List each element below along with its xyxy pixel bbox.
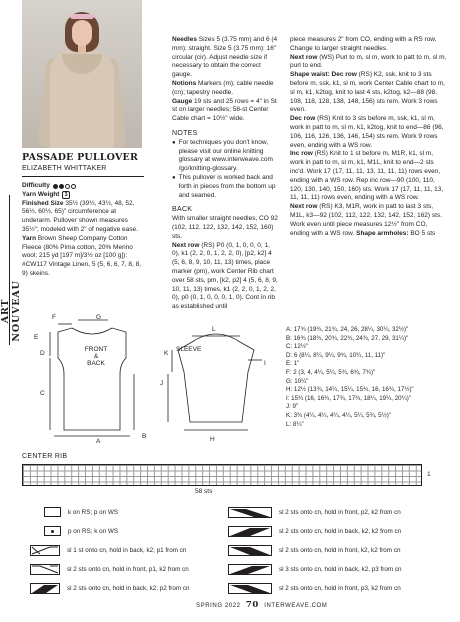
footer-site: INTERWEAVE.COM xyxy=(264,603,328,609)
next-row-text: (RS) P0 (0, 1, 0, 0, 0, 1, 0), k1 (2, 2, 0, 1, 2, 2, 0), [p2, k2] 4 (5, 6, 8, 9, 10, 11, 13) times, place marker (pm), work Center Rib chart over 58 sts, pm, [k2, p2] 4 (5, 6, 8, 9, 10, 11, 13) times, k1 (2, 2, 0, 1, 2, 2, 0), p0 (0, 1, 0, 0, 0, 1, 0). Cont in rib as established until xyxy=(172,241,278,311)
key-item xyxy=(228,507,401,518)
instruction-text: piece measures 2" from CO, ending with a RS row. Change to larger straight needles. xyxy=(290,36,437,52)
key-label: sl 2 sts onto cn, hold in back, k2, p2 from cn xyxy=(67,585,190,592)
back-next-row xyxy=(172,242,278,312)
dec-row-text: (RS) Knit to 3 sts before m, ssk, k1, sl m, work in patt to m, sl m, k1, k2tog, knit to end—86 (96, 106, 116, 126, 136, 146, 154) sts rem. Work 9 rows even, ending with a WS row. xyxy=(290,115,444,149)
shape-armholes-label: Shape armholes: xyxy=(356,229,409,237)
measurement-item: C: 12½" xyxy=(286,343,309,351)
designer-name: ELIZABETH WHITTAKER xyxy=(22,165,107,172)
gauge-text: 19 sts and 25 rows = 4" in St st on larger needles; 58-st Center Cable chart = 10½" wide. xyxy=(172,97,277,123)
finished-size-text: 35½ (39½, 43½, 48, 52, 56½, 60½, 65)" circumference at underarm. Pullover shown measures 35½"; modeled with 2" of negative ease. xyxy=(22,199,138,233)
key-label: k on RS; p on WS xyxy=(68,508,119,516)
schematics xyxy=(22,312,282,452)
note-item xyxy=(172,139,278,174)
key-item xyxy=(228,583,401,594)
gauge-label: Gauge xyxy=(172,97,193,105)
notions xyxy=(172,80,278,98)
section-tag: ART NOUVEAU xyxy=(0,280,22,342)
page-footer xyxy=(196,600,327,610)
model-photo xyxy=(22,0,142,148)
key-item xyxy=(228,545,400,556)
measurement-item: A: 17¾ (19¾, 21¾, 24, 26, 28¼, 30¼, 32½)" xyxy=(286,326,409,333)
key-label: sl 2 sts onto cn, hold in front, p2, k2 from cn xyxy=(279,509,401,516)
cable-left-purl-icon xyxy=(30,564,60,575)
difficulty-dot-icon xyxy=(71,184,76,189)
front-back-schematic xyxy=(50,320,134,436)
instruction-shape-waist xyxy=(290,71,448,115)
measurement-item: J: 9" xyxy=(286,403,299,411)
photo-flower-crown xyxy=(70,14,94,19)
key-label: sl 2 sts onto cn, hold in front, p3, k2 from cn xyxy=(279,585,401,592)
cable-left-2-2-icon xyxy=(228,545,272,556)
next-row-rs-text: (RS) K3, M1R, work in patt to last 3 sts, M1L, k3—92 (102, 112, 122, 132, 142, 152, 162) sts. Work even until piece measures 12½" from CO, ending with a WS row. xyxy=(290,203,443,237)
shape-armholes-text: BO 5 sts xyxy=(410,229,436,237)
dimension-i: I xyxy=(264,360,266,367)
finished-size xyxy=(22,200,145,235)
dimension-a: A xyxy=(96,438,101,445)
difficulty-label: Difficulty xyxy=(22,182,50,189)
center-rib-chart xyxy=(22,464,422,486)
chart-title: CENTER RIB xyxy=(22,453,68,460)
ampersand-label: & xyxy=(93,353,99,360)
instruction-inc-row xyxy=(290,150,448,203)
dimension-l: L xyxy=(212,326,216,333)
finished-size-label: Finished Size xyxy=(22,199,64,207)
yarn-label: Yarn xyxy=(22,234,37,242)
measurement-item: L: 8¼" xyxy=(286,420,304,428)
specs-block xyxy=(22,182,145,279)
key-item xyxy=(30,545,186,556)
back-heading: BACK xyxy=(172,206,193,214)
measurement-item: F: 2 (3, 4, 4¼, 5¼, 5¾, 6¾, 7¾)" xyxy=(286,368,376,376)
yarn-weight-icon: 3 xyxy=(64,192,68,199)
yarn-weight-label: Yarn Weight xyxy=(22,190,60,198)
measurement-item: G: 10¼" xyxy=(286,377,309,385)
next-row-ws-label: Next row xyxy=(290,53,318,61)
key-label: sl 2 sts onto cn, hold in back, k2, k2 from cn xyxy=(279,528,402,535)
instruction-dec-row xyxy=(290,115,448,150)
note-item xyxy=(172,174,278,200)
title-rule xyxy=(22,176,144,177)
cable-right-2-2-icon xyxy=(228,526,272,537)
notes-heading: NOTES xyxy=(172,129,198,137)
yarn-info xyxy=(22,235,145,279)
footer-season: SPRING 2022 xyxy=(196,603,241,609)
column-materials xyxy=(172,36,278,312)
yarn-weight-row xyxy=(22,191,145,200)
difficulty-dot-icon xyxy=(65,184,70,189)
difficulty-dots xyxy=(53,184,76,189)
bullet-icon: ● xyxy=(172,174,176,181)
cable-right-2-2-purl-icon xyxy=(30,583,60,594)
dimension-d: D xyxy=(40,350,45,357)
back-label: BACK xyxy=(87,360,105,367)
needles-text: Sizes 5 (3.75 mm) and 6 (4 mm): straight. Size 5 (3.75 mm): 16" circular (cir). Adjust needle size if necessary to obtain the correct gauge. xyxy=(172,36,278,79)
difficulty-dot-icon xyxy=(53,184,58,189)
dimension-b: B xyxy=(142,433,147,440)
knit-symbol-icon xyxy=(44,507,61,517)
shape-waist-label: Shape waist: Dec row xyxy=(290,71,357,79)
next-row-ws-text: (WS) Purl to m, sl m, work to patt to m, sl m, purl to end. xyxy=(290,53,447,70)
note-text: This pullover is worked back and forth in pieces from the bottom up and seamed. xyxy=(178,173,276,199)
bullet-icon: ● xyxy=(172,139,176,146)
key-item xyxy=(30,583,190,594)
difficulty-dot-icon xyxy=(59,184,64,189)
pattern-title: PASSADE PULLOVER xyxy=(22,152,139,163)
dimension-j: J xyxy=(160,380,164,387)
photo-face xyxy=(72,20,92,46)
instruction-next-row-ws xyxy=(290,54,448,72)
key-label: sl 1 st onto cn, hold in back, k2; p1 from cn xyxy=(67,547,187,554)
measurement-list xyxy=(286,326,446,429)
measurement-item: D: 6 (8¼, 8¼, 9¼, 9¾, 10¼, 11, 11)" xyxy=(286,351,386,359)
sleeve-label: SLEEVE xyxy=(176,346,202,353)
measurement-item: E: 1" xyxy=(286,360,300,368)
key-item xyxy=(30,564,189,575)
difficulty-row xyxy=(22,182,145,191)
cable-right-purl-icon xyxy=(30,545,60,556)
front-label: FRONT xyxy=(84,346,108,353)
gauge xyxy=(172,98,278,124)
shape-waist-text: (RS) K2, ssk, knit to 3 sts before m, ssk, k1, sl m, work Center Cable chart to m, sl m, k1, k2tog, knit to last 4 sts, k2tog, k2—88 (98, 108, 118, 128, 138, 148, 156) sts rem. Work 3 rows even. xyxy=(290,71,445,114)
notions-label: Notions xyxy=(172,79,197,87)
key-item xyxy=(44,526,118,536)
page-number: 70 xyxy=(245,600,259,610)
key-item xyxy=(44,507,118,517)
dimension-f: F xyxy=(52,314,56,321)
key-label: sl 3 sts onto cn, hold in back, k2, p3 from cn xyxy=(279,566,402,573)
back-intro: With smaller straight needles, CO 92 (102, 112, 122, 132, 142, 152, 160) sts. xyxy=(172,215,278,240)
key-item xyxy=(228,526,401,537)
measurement-item: K: 3¾ (4¼, 4¼, 4¼, 4¼, 5¼, 5¾, 5½)" xyxy=(286,411,392,419)
note-text: For techniques you don't know, please visit our online knitting glossary at www.interweave.com /go/knitting-glossary. xyxy=(178,138,273,173)
needles xyxy=(172,36,278,80)
measurement-item: H: 12½ (13¾, 14¼, 15¼, 15¾, 16, 16¾, 17½)" xyxy=(286,386,414,394)
key-label: p on RS; k on WS xyxy=(68,527,119,535)
dimension-e: E xyxy=(34,334,39,341)
dimension-k: K xyxy=(164,350,169,357)
needles-label: Needles xyxy=(172,36,197,43)
key-item xyxy=(228,564,402,575)
sidebar xyxy=(0,0,20,622)
cable-left-2-2-purl-icon xyxy=(228,507,272,518)
dimension-c: C xyxy=(40,390,45,397)
column-instructions xyxy=(290,36,448,238)
measurement-item: B: 16¾ (18¾, 20¾, 22¾, 24¾, 27, 29, 31¼)" xyxy=(286,334,409,342)
purl-symbol-icon xyxy=(44,526,61,536)
measurement-item: I: 15¾ (16, 16¾, 17¾, 17¾, 18¼, 19¼, 20¼)" xyxy=(286,394,412,402)
next-row-rs-label: Next row xyxy=(290,203,318,211)
front-back-label xyxy=(76,346,116,367)
cable-left-3-2-purl-icon xyxy=(228,583,272,594)
dec-row-label: Dec row xyxy=(290,115,316,123)
notions-text: Markers (m); cable needle (cn); tapestry needle. xyxy=(172,79,274,96)
dimension-h: H xyxy=(210,436,215,443)
chart-stitch-count: 58 sts xyxy=(195,488,213,495)
yarn-text: Brown Sheep Company Cotton Fleece (80% Pima cotton, 20% Merino wool; 215 yd [197 m]/3½ oz [100 g]): #CW117 Vintage Linen, 5 (5, 6, 6, 7, 8, 8, 9) skeins. xyxy=(22,234,142,277)
key-label: sl 2 sts onto cn, hold in front, p1, k2 from cn xyxy=(67,566,189,573)
cable-right-2-3-purl-icon xyxy=(228,564,272,575)
key-label: sl 2 sts onto cn, hold in front, k2, k2 from cn xyxy=(279,547,401,554)
instruction-next-row-rs xyxy=(290,203,448,238)
inc-row-text: (RS) Knit to 1 st before m, M1R, k1, sl m, work in patt to m, sl m, k1, M1L, knit to end—2 sts inc'd. Work 17 (17, 11, 11, 13, 11, 11, 11) rows even, ending with a WS row. Rep inc row—90 (100, 110, 120, 130, 140, 150, 160) sts. Work 17 (17, 11, 11, 13, 11, 11, 11) rows even, ending with a WS row. xyxy=(290,150,444,202)
dimension-g: G xyxy=(96,314,102,321)
inc-row-label: Inc row xyxy=(290,150,313,158)
chart-row-number: 1 xyxy=(427,471,431,478)
next-row-label: Next row xyxy=(172,241,200,249)
